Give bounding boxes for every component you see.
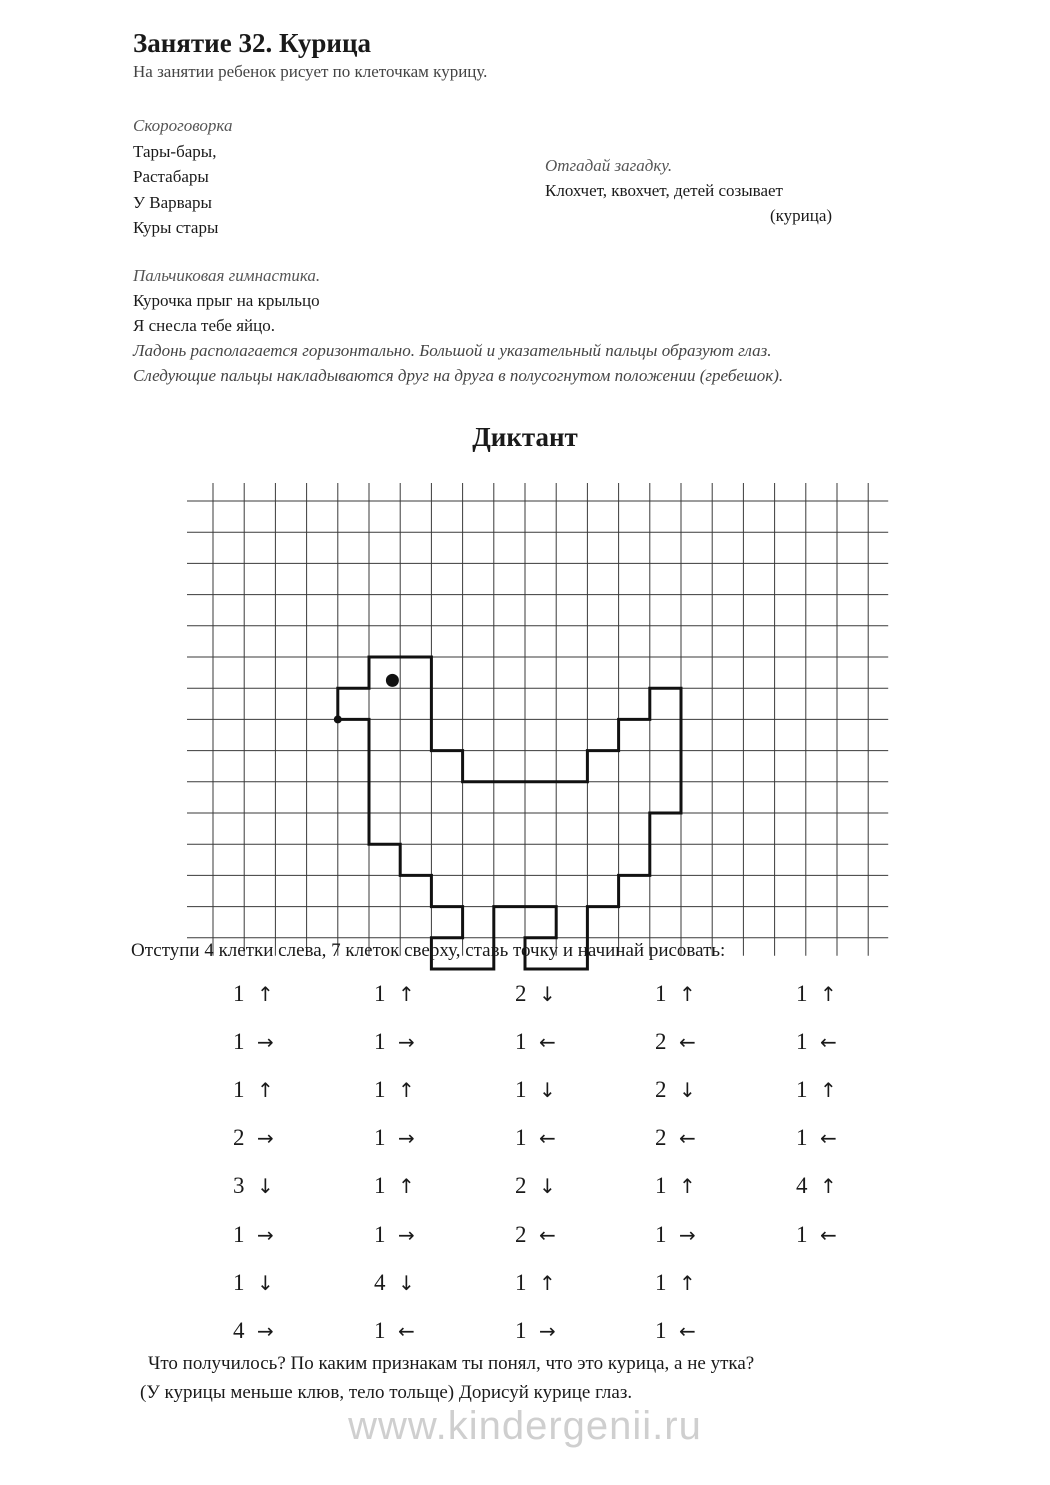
answer-text: (У курицы меньше клюв, тело тольще) Дорисуй курице глаз. xyxy=(140,1382,633,1403)
finger-game-line: Я снесла тебе яйцо. xyxy=(133,316,275,335)
step-count: 1 xyxy=(233,1077,245,1103)
arrow-up-icon: ↑ xyxy=(679,1270,696,1295)
step-count: 1 xyxy=(374,981,386,1006)
lesson-intro: На занятии ребенок рисует по клеточкам курицу. xyxy=(133,62,488,81)
dictation-instruction: Отступи 4 клетки слева, 7 клеток сверху, ставь точку и начинай рисовать: xyxy=(131,940,726,961)
arrow-right-icon: → xyxy=(257,1126,274,1151)
step-count: 1 xyxy=(374,1029,386,1055)
step-count: 2 xyxy=(655,1077,667,1103)
dictation-step xyxy=(233,1171,283,1201)
step-count: 1 xyxy=(655,981,667,1006)
arrow-down-icon: ↓ xyxy=(257,1270,274,1295)
dictation-step xyxy=(374,1316,424,1346)
step-count: 2 xyxy=(515,1173,527,1199)
step-count: 3 xyxy=(233,1173,245,1199)
dictation-step xyxy=(233,979,283,1009)
dictation-heading: Диктант xyxy=(472,422,578,452)
step-count: 1 xyxy=(796,981,808,1006)
dictation-step xyxy=(374,979,424,1009)
dictation-step xyxy=(515,1220,565,1250)
step-count: 1 xyxy=(515,1029,527,1055)
riddle-caption: Отгадай загадку. xyxy=(545,156,673,175)
arrow-right-icon: → xyxy=(257,1222,274,1247)
question-text: Что получилось? По каким признакам ты понял, что это курица, а не утка? xyxy=(148,1353,755,1374)
arrow-up-icon: ↑ xyxy=(398,1174,415,1199)
dictation-step xyxy=(796,1075,846,1105)
arrow-down-icon: ↓ xyxy=(539,982,556,1006)
arrow-left-icon: ← xyxy=(539,1126,556,1151)
arrow-right-icon: → xyxy=(679,1222,696,1247)
riddle-answer: (курица) xyxy=(770,206,833,225)
step-count: 1 xyxy=(374,1125,386,1151)
step-count: 1 xyxy=(655,1269,667,1295)
finger-game-line: Курочка прыг на крыльцо xyxy=(133,291,320,310)
step-count: 1 xyxy=(515,1269,527,1295)
tongue-twister-caption: Скороговорка xyxy=(133,116,233,135)
arrow-left-icon: ← xyxy=(820,1030,837,1055)
step-count: 1 xyxy=(233,981,245,1006)
dictation-step xyxy=(796,1171,846,1201)
arrow-left-icon: ← xyxy=(820,1222,837,1247)
step-count: 1 xyxy=(515,1125,527,1151)
dictation-step xyxy=(515,1316,565,1346)
arrow-up-icon: ↑ xyxy=(679,1174,696,1199)
dictation-step xyxy=(233,1268,283,1298)
step-count: 4 xyxy=(796,1173,808,1199)
dictation-step xyxy=(655,1316,705,1346)
dictation-step xyxy=(374,1171,424,1201)
step-count: 1 xyxy=(796,1221,808,1247)
arrow-up-icon: ↑ xyxy=(539,1270,556,1295)
step-count: 1 xyxy=(374,1173,386,1199)
dictation-step xyxy=(374,1075,424,1105)
step-count: 2 xyxy=(515,981,527,1006)
dictation-step xyxy=(796,1027,846,1057)
step-count: 2 xyxy=(655,1125,667,1151)
arrow-down-icon: ↓ xyxy=(398,1270,415,1295)
arrow-down-icon: ↓ xyxy=(539,1078,556,1103)
arrow-right-icon: → xyxy=(398,1126,415,1151)
tongue-twister-line: Куры стары xyxy=(133,218,219,237)
step-count: 1 xyxy=(796,1029,808,1055)
step-count: 4 xyxy=(374,1269,386,1295)
step-count: 1 xyxy=(233,1029,245,1055)
riddle-text: Клохчет, квохчет, детей созывает xyxy=(545,181,783,200)
arrow-left-icon: ← xyxy=(539,1222,556,1247)
arrow-left-icon: ← xyxy=(398,1318,415,1343)
arrow-right-icon: → xyxy=(257,1318,274,1343)
dictation-step xyxy=(655,1075,705,1105)
arrow-left-icon: ← xyxy=(820,1126,837,1151)
dictation-step xyxy=(655,1123,705,1153)
arrow-left-icon: ← xyxy=(539,1030,556,1055)
step-count: 2 xyxy=(655,1029,667,1055)
arrow-left-icon: ← xyxy=(679,1318,696,1343)
step-count: 1 xyxy=(796,1125,808,1151)
finger-game-caption: Пальчиковая гимнастика. xyxy=(133,266,321,285)
step-count: 1 xyxy=(233,1269,245,1295)
dictation-step xyxy=(515,1268,565,1298)
dictation-step xyxy=(796,1220,846,1250)
dictation-step xyxy=(233,1316,283,1346)
dictation-step xyxy=(233,1123,283,1153)
step-count: 1 xyxy=(233,1221,245,1247)
step-count: 1 xyxy=(655,1173,667,1199)
watermark: www.kindergenii.ru xyxy=(348,1404,702,1448)
arrow-up-icon: ↑ xyxy=(820,1174,837,1199)
step-count: 1 xyxy=(515,1077,527,1103)
step-count: 1 xyxy=(374,1077,386,1103)
step-count: 2 xyxy=(515,1221,527,1247)
step-count: 2 xyxy=(233,1125,245,1151)
arrow-right-icon: → xyxy=(398,1222,415,1247)
arrow-up-icon: ↑ xyxy=(398,1078,415,1103)
arrow-up-icon: ↑ xyxy=(257,982,274,1006)
step-count: 4 xyxy=(233,1317,245,1343)
dictation-step xyxy=(374,1027,424,1057)
arrow-up-icon: ↑ xyxy=(679,982,696,1006)
arrow-right-icon: → xyxy=(257,1030,274,1055)
finger-game-note: Ладонь располагается горизонтально. Большой и указательный пальцы образуют глаз. xyxy=(133,341,772,360)
dictation-step xyxy=(515,1075,565,1105)
dictation-step xyxy=(655,979,705,1009)
arrow-up-icon: ↑ xyxy=(820,982,837,1006)
step-count: 1 xyxy=(655,1221,667,1247)
step-count: 1 xyxy=(515,1317,527,1343)
arrow-up-icon: ↑ xyxy=(820,1078,837,1103)
dictation-step xyxy=(655,1268,705,1298)
arrow-left-icon: ← xyxy=(679,1126,696,1151)
tongue-twister-line: Тары-бары, xyxy=(133,141,217,161)
dictation-step xyxy=(515,1123,565,1153)
dictation-step xyxy=(233,1075,283,1105)
dictation-step xyxy=(796,1123,846,1153)
dictation-step xyxy=(233,1220,283,1250)
dictation-step xyxy=(374,1268,424,1298)
step-count: 1 xyxy=(796,1077,808,1103)
arrow-up-icon: ↑ xyxy=(398,982,415,1006)
dictation-step xyxy=(655,1027,705,1057)
arrow-left-icon: ← xyxy=(679,1030,696,1055)
arrow-up-icon: ↑ xyxy=(257,1078,274,1103)
arrow-right-icon: → xyxy=(398,1030,415,1055)
dictation-step xyxy=(374,1123,424,1153)
arrow-right-icon: → xyxy=(539,1318,556,1343)
step-count: 1 xyxy=(374,1221,386,1247)
tongue-twister-line: Растабары xyxy=(133,167,209,186)
dictation-step xyxy=(515,979,565,1009)
dictation-step xyxy=(515,1171,565,1201)
lesson-title: Занятие 32. Курица xyxy=(133,28,372,58)
tongue-twister-line: У Варвары xyxy=(133,192,212,212)
dictation-step xyxy=(515,1027,565,1057)
dictation-step xyxy=(655,1171,705,1201)
dictation-step xyxy=(374,1220,424,1250)
arrow-down-icon: ↓ xyxy=(257,1174,274,1199)
dictation-step xyxy=(655,1220,705,1250)
step-count: 1 xyxy=(655,1317,667,1343)
dictation-step xyxy=(796,979,846,1009)
dictation-step xyxy=(233,1027,283,1057)
arrow-down-icon: ↓ xyxy=(679,1078,696,1103)
finger-game-note: Следующие пальцы накладываются друг на друга в полусогнутом положении (гребешок). xyxy=(133,366,784,385)
step-count: 1 xyxy=(374,1317,386,1343)
arrow-down-icon: ↓ xyxy=(539,1174,556,1199)
